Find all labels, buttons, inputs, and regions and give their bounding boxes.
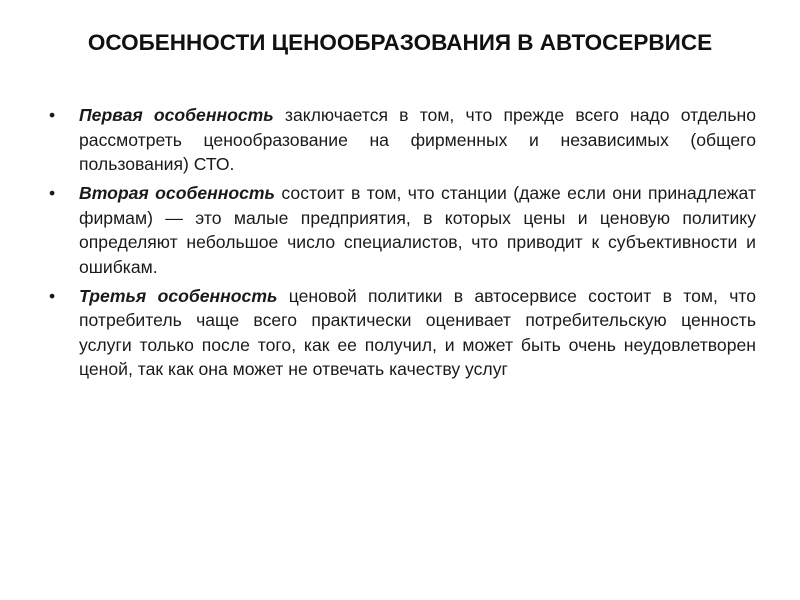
bullet-text: состоит в том, что станции (даже если они принадлежат фирмам) — это малые предприятия, в которых цены и ценовую политику определяют небольшое число специалистов, что приводит к субъективности и ошибкам.	[79, 183, 756, 277]
bullet-text: ценовой политики в автосервисе состоит в том, что потребитель чаще всего практически оценивает потребительскую ценность услуги только после того, как ее получил, и может быть очень неудовлетворен ценой, так как она может не отвечать качеству услуг	[79, 285, 756, 379]
bullet-item-first	[46, 103, 756, 177]
bullet-icon: •	[49, 105, 56, 125]
bullet-lead: Первая особенность	[79, 105, 274, 125]
bullet-icon: •	[49, 285, 56, 306]
slide-title: ОСОБЕННОСТИ ЦЕНООБРАЗОВАНИЯ В АВТОСЕРВИСЕ	[87, 30, 713, 55]
bullet-item-second	[46, 181, 756, 279]
bullet-lead: Вторая особенность	[79, 183, 276, 203]
bullet-text: заключается в том, что прежде всего надо отдельно рассмотреть ценообразование на фирменных и независимых (общего пользования) СТО.	[79, 105, 756, 174]
bullet-icon: •	[49, 183, 56, 203]
bullet-list	[46, 103, 756, 386]
bullet-item-third	[46, 284, 756, 382]
bullet-lead: Третья особенность	[79, 285, 278, 306]
